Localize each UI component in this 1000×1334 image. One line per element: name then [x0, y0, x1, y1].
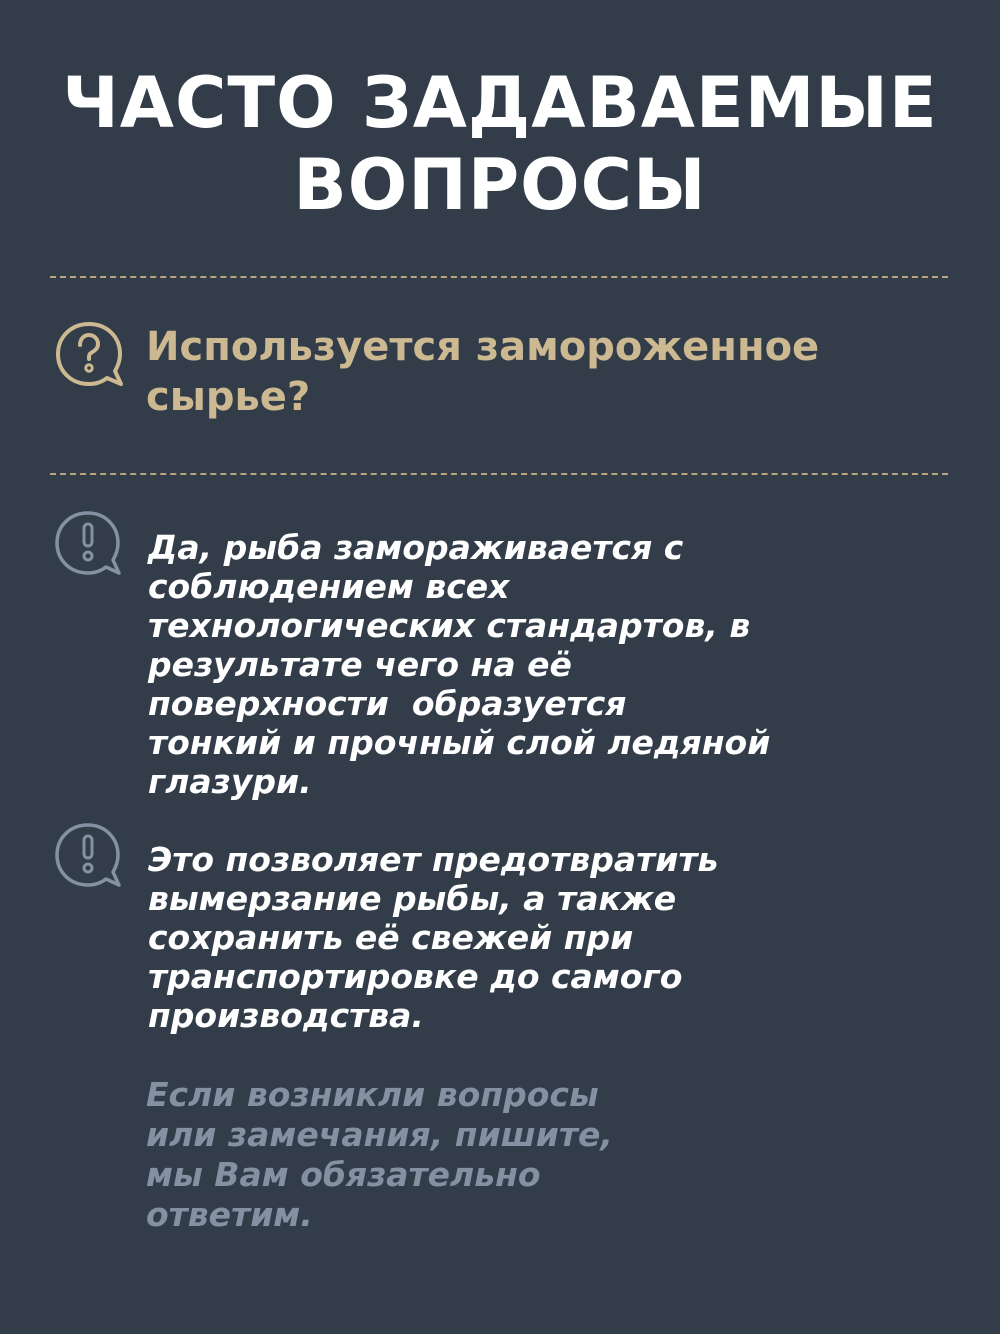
exclamation-bubble-icon	[52, 820, 124, 892]
contact-note-line: ответим.	[146, 1195, 313, 1234]
faq-answer-line: соблюдением всех	[148, 567, 510, 606]
page-title-line: ВОПРОСЫ	[293, 144, 707, 226]
faq-question-line: сырье?	[146, 374, 311, 420]
page-title	[0, 62, 1000, 226]
faq-answer-line: глазури.	[148, 762, 312, 801]
contact-note-line: или замечания, пишите,	[146, 1115, 613, 1154]
faq-answer-line: поверхности образуется	[148, 684, 627, 723]
faq-question-line: Используется замороженное	[146, 324, 820, 370]
exclamation-bubble-icon	[52, 508, 124, 580]
contact-note-line: мы Вам обязательно	[146, 1155, 541, 1194]
faq-answer-line: технологических стандартов, в	[148, 606, 751, 645]
faq-answer-line: Это позволяет предотвратить	[148, 840, 719, 879]
faq-answer-line: вымерзание рыбы, а также	[148, 879, 677, 918]
dashed-divider	[50, 473, 948, 475]
dashed-divider	[50, 276, 948, 278]
faq-question	[146, 322, 946, 422]
page-title-line: ЧАСТО ЗАДАВАЕМЫЕ	[62, 62, 938, 144]
contact-note	[146, 1075, 846, 1235]
faq-answer-line: сохранить её свежей при	[148, 918, 634, 957]
contact-note-line: Если возникли вопросы	[146, 1075, 599, 1114]
faq-answer	[148, 840, 968, 1035]
faq-answer	[148, 528, 968, 801]
question-bubble-icon	[52, 318, 126, 392]
faq-answer-line: производства.	[148, 996, 424, 1035]
faq-answer-line: результате чего на её	[148, 645, 572, 684]
faq-answer-line: транспортировке до самого	[148, 957, 683, 996]
faq-answer-line: Да, рыба замораживается с	[148, 528, 684, 567]
faq-answer-line: тонкий и прочный слой ледяной	[148, 723, 771, 762]
